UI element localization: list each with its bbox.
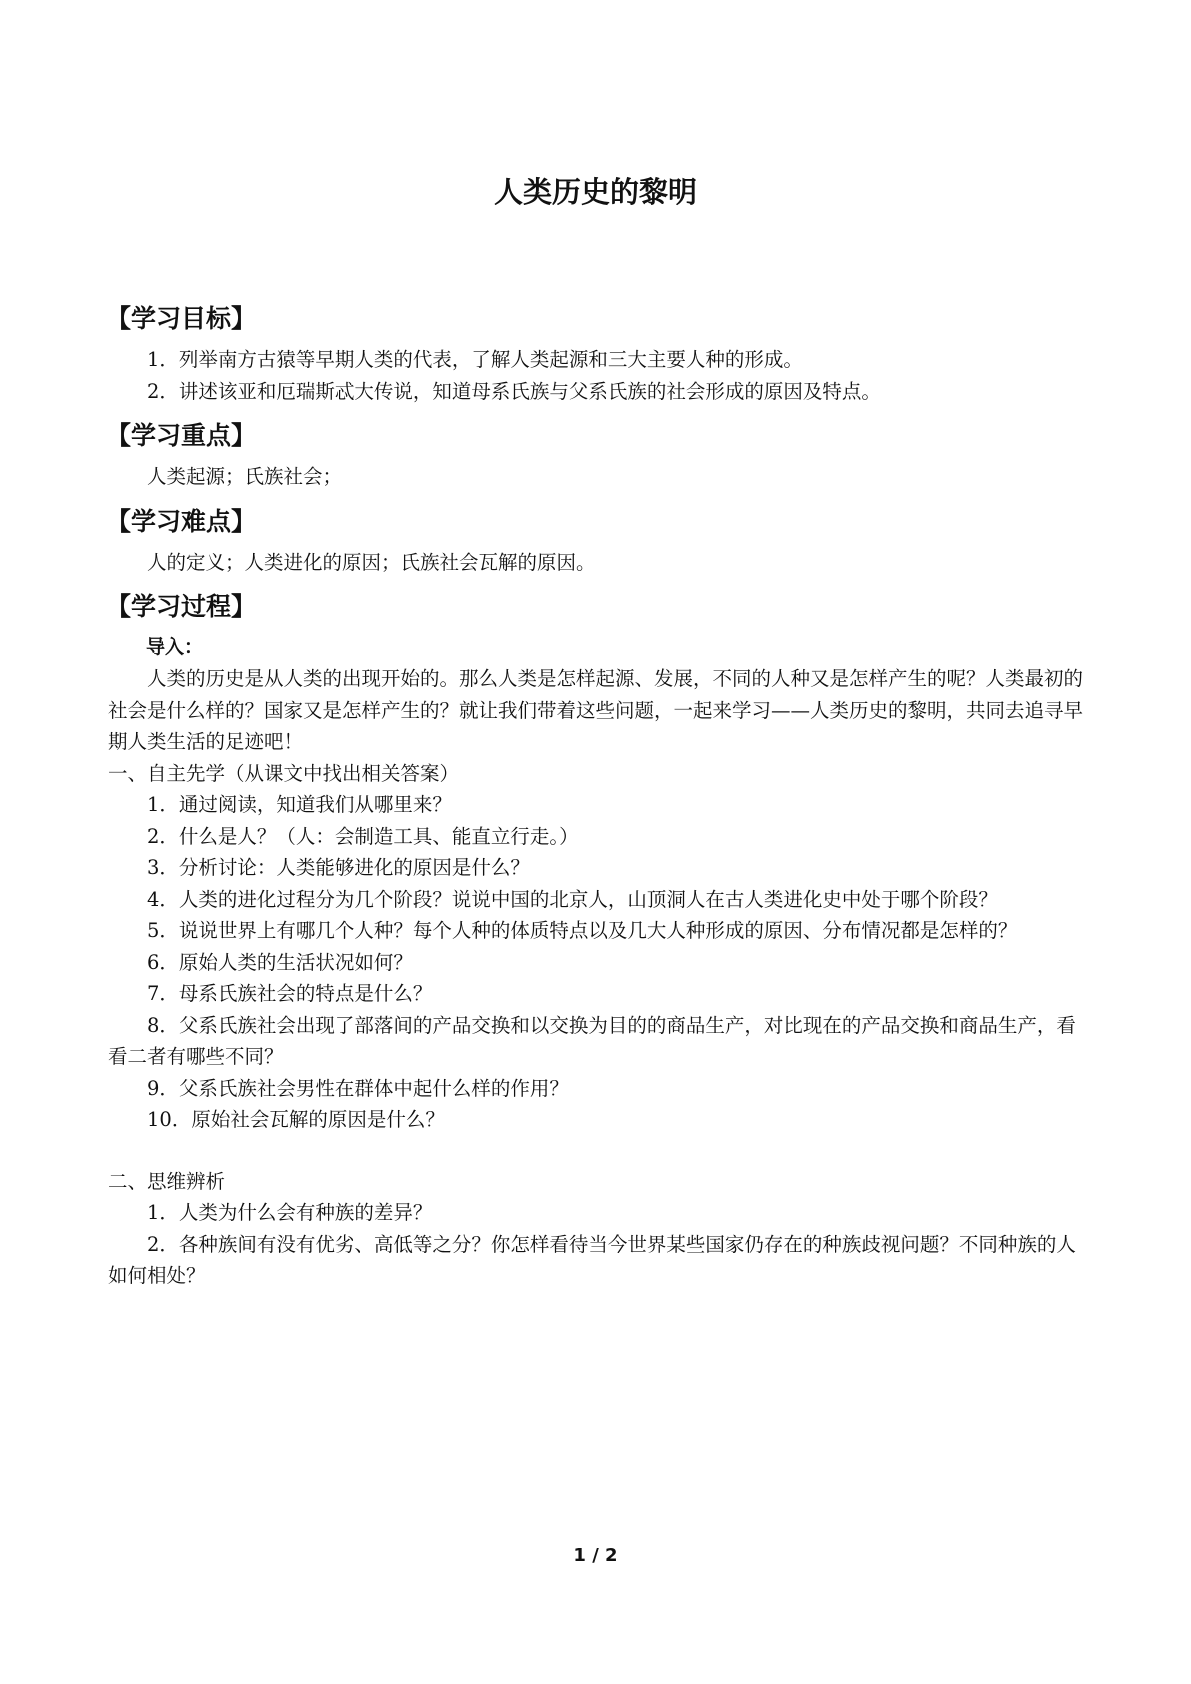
key-points-text: 人类起源；氏族社会；	[147, 465, 343, 488]
part1-item-4: 4．人类的进化过程分为几个阶段？说说中国的北京人，山顶洞人在古人类进化史中处于哪个阶段？	[147, 887, 998, 911]
part1-item-9: 9．父系氏族社会男性在群体中起什么样的作用？	[147, 1076, 569, 1100]
difficulties-heading: 【学习难点】	[106, 506, 257, 536]
intro-paragraph: 人类的历史是从人类的出现开始的。那么人类是怎样起源、发展，不同的人种又是怎样产生的呢？人类最初的社会是什么样的？国家又是怎样产生的？就让我们带着这些问题，一起来学习——人类历史的黎明，共同去追寻早期人类生活的足迹吧！	[108, 667, 1084, 753]
part1-item-1: 1．通过阅读，知道我们从哪里来？	[147, 793, 452, 816]
part2-heading: 二、思维辨析	[108, 1169, 226, 1193]
part1-item-7: 7．母系氏族社会的特点是什么？	[147, 982, 433, 1005]
part1-item-6: 6．原始人类的生活状况如何？	[147, 950, 413, 974]
page-number: 1 / 2	[573, 1545, 618, 1566]
objective-item-2: 2．讲述该亚和厄瑞斯忒大传说，知道母系氏族与父系氏族的社会形成的原因及特点。	[147, 379, 881, 403]
key-points-heading: 【学习重点】	[106, 421, 257, 450]
process-heading: 【学习过程】	[106, 592, 257, 621]
part1-item-5: 5．说说世界上有哪几个人种？每个人种的体质特点以及几大人种形成的原因、分布情况都是怎样的？	[147, 919, 1018, 942]
part1-item-8: 8．父系氏族社会出现了部落间的产品交换和以交换为目的的商品生产，对比现在的产品交换和商品生产，看看二者有哪些不同？	[108, 1013, 1076, 1068]
part1-item-10: 10．原始社会瓦解的原因是什么？	[147, 1108, 445, 1131]
part1-heading: 一、自主先学（从课文中找出相关答案）	[108, 761, 460, 785]
document-body	[108, 300, 1083, 1292]
intro-label: 导入：	[146, 636, 204, 658]
objective-item-1: 1．列举南方古猿等早期人类的代表，了解人类起源和三大主要人种的形成。	[147, 348, 803, 371]
part2-item-2: 2．各种族间有没有优劣、高低等之分？你怎样看待当今世界某些国家仍存在的种族歧视问题？不同种族的人如何相处？	[108, 1232, 1076, 1287]
page-title: 人类历史的黎明	[493, 175, 697, 209]
difficulties-text: 人的定义；人类进化的原因；氏族社会瓦解的原因。	[147, 550, 596, 574]
part1-item-3: 3．分析讨论：人类能够进化的原因是什么？	[147, 856, 530, 879]
part2-item-1: 1．人类为什么会有种族的差异？	[147, 1201, 433, 1224]
part1-item-2: 2．什么是人？（人：会制造工具、能直立行走。）	[147, 824, 579, 848]
objectives-heading: 【学习目标】	[106, 304, 257, 333]
